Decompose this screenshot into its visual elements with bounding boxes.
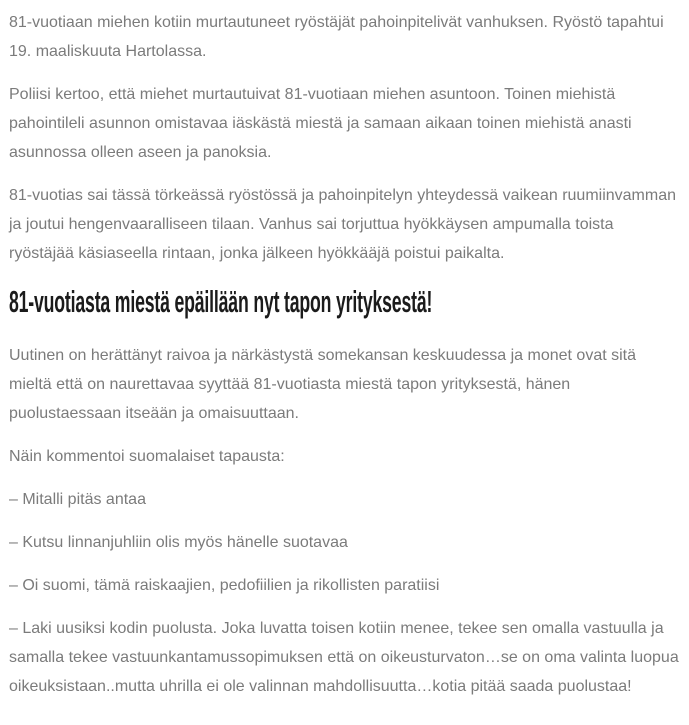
comment-item-3: – Oi suomi, tämä raiskaajien, pedofiilien ja rikollisten paratiisi [9, 577, 440, 594]
comment-item-2: – Kutsu linnanjuhliin olis myös hänelle suotavaa [9, 534, 348, 551]
comment-item-1: – Mitalli pitäs antaa [9, 491, 146, 508]
article-heading-text: 81-vuotiasta miestä epäillään nyt tapon yrityksestä! [9, 284, 433, 319]
article-heading [9, 284, 679, 320]
intro-paragraph-2: Poliisi kertoo, että miehet murtautuivat 81-vuotiaan miehen asuntoon. Toinen miehistä pahointileli asunnon omistavaa iäskästä miestä ja samaan aikaan toinen miehistä anasti asunnossa olleen aseen ja panoksia. [9, 86, 632, 161]
intro-paragraph-1: 81-vuotiaan miehen kotiin murtautuneet ryöstäjät pahoinpitelivät vanhuksen. Ryöstö tapahtui 19. maaliskuuta Hartolassa. [9, 14, 664, 60]
comments-intro: Näin kommentoi suomalaiset tapausta: [9, 448, 285, 465]
intro-paragraph-3: 81-vuotias sai tässä törkeässä ryöstössä ja pahoinpitelyn yhteydessä vaikean ruumiinvamman ja joutui hengenvaaralliseen tilaan. Vanhus sai torjuttua hyökkäysen ampumalla toista ryöstäjää käsiaseella rintaan, jonka jälkeen hyökkääjä poistui paikalta. [9, 187, 677, 262]
comment-item-4: – Laki uusiksi kodin puolusta. Joka luvatta toisen kotiin menee, tekee sen omalla vastuulla ja samalla tekee vastuunkantamussopimuksen että on oikeusturvaton…se on oma valinta luopua oikeuksistaan..mutta uhrilla ei ole valinnan mahdollisuutta…kotia pitää saada puolustaa! [9, 620, 679, 695]
reaction-paragraph: Uutinen on herättänyt raivoa ja närkästystä somekansan keskuudessa ja monet ovat sitä mieltä että on naurettavaa syyttää 81-vuotiasta miestä tapon yrityksestä, hänen puolustaessaan itseään ja omaisuuttaan. [9, 347, 637, 422]
article-content [9, 8, 679, 701]
